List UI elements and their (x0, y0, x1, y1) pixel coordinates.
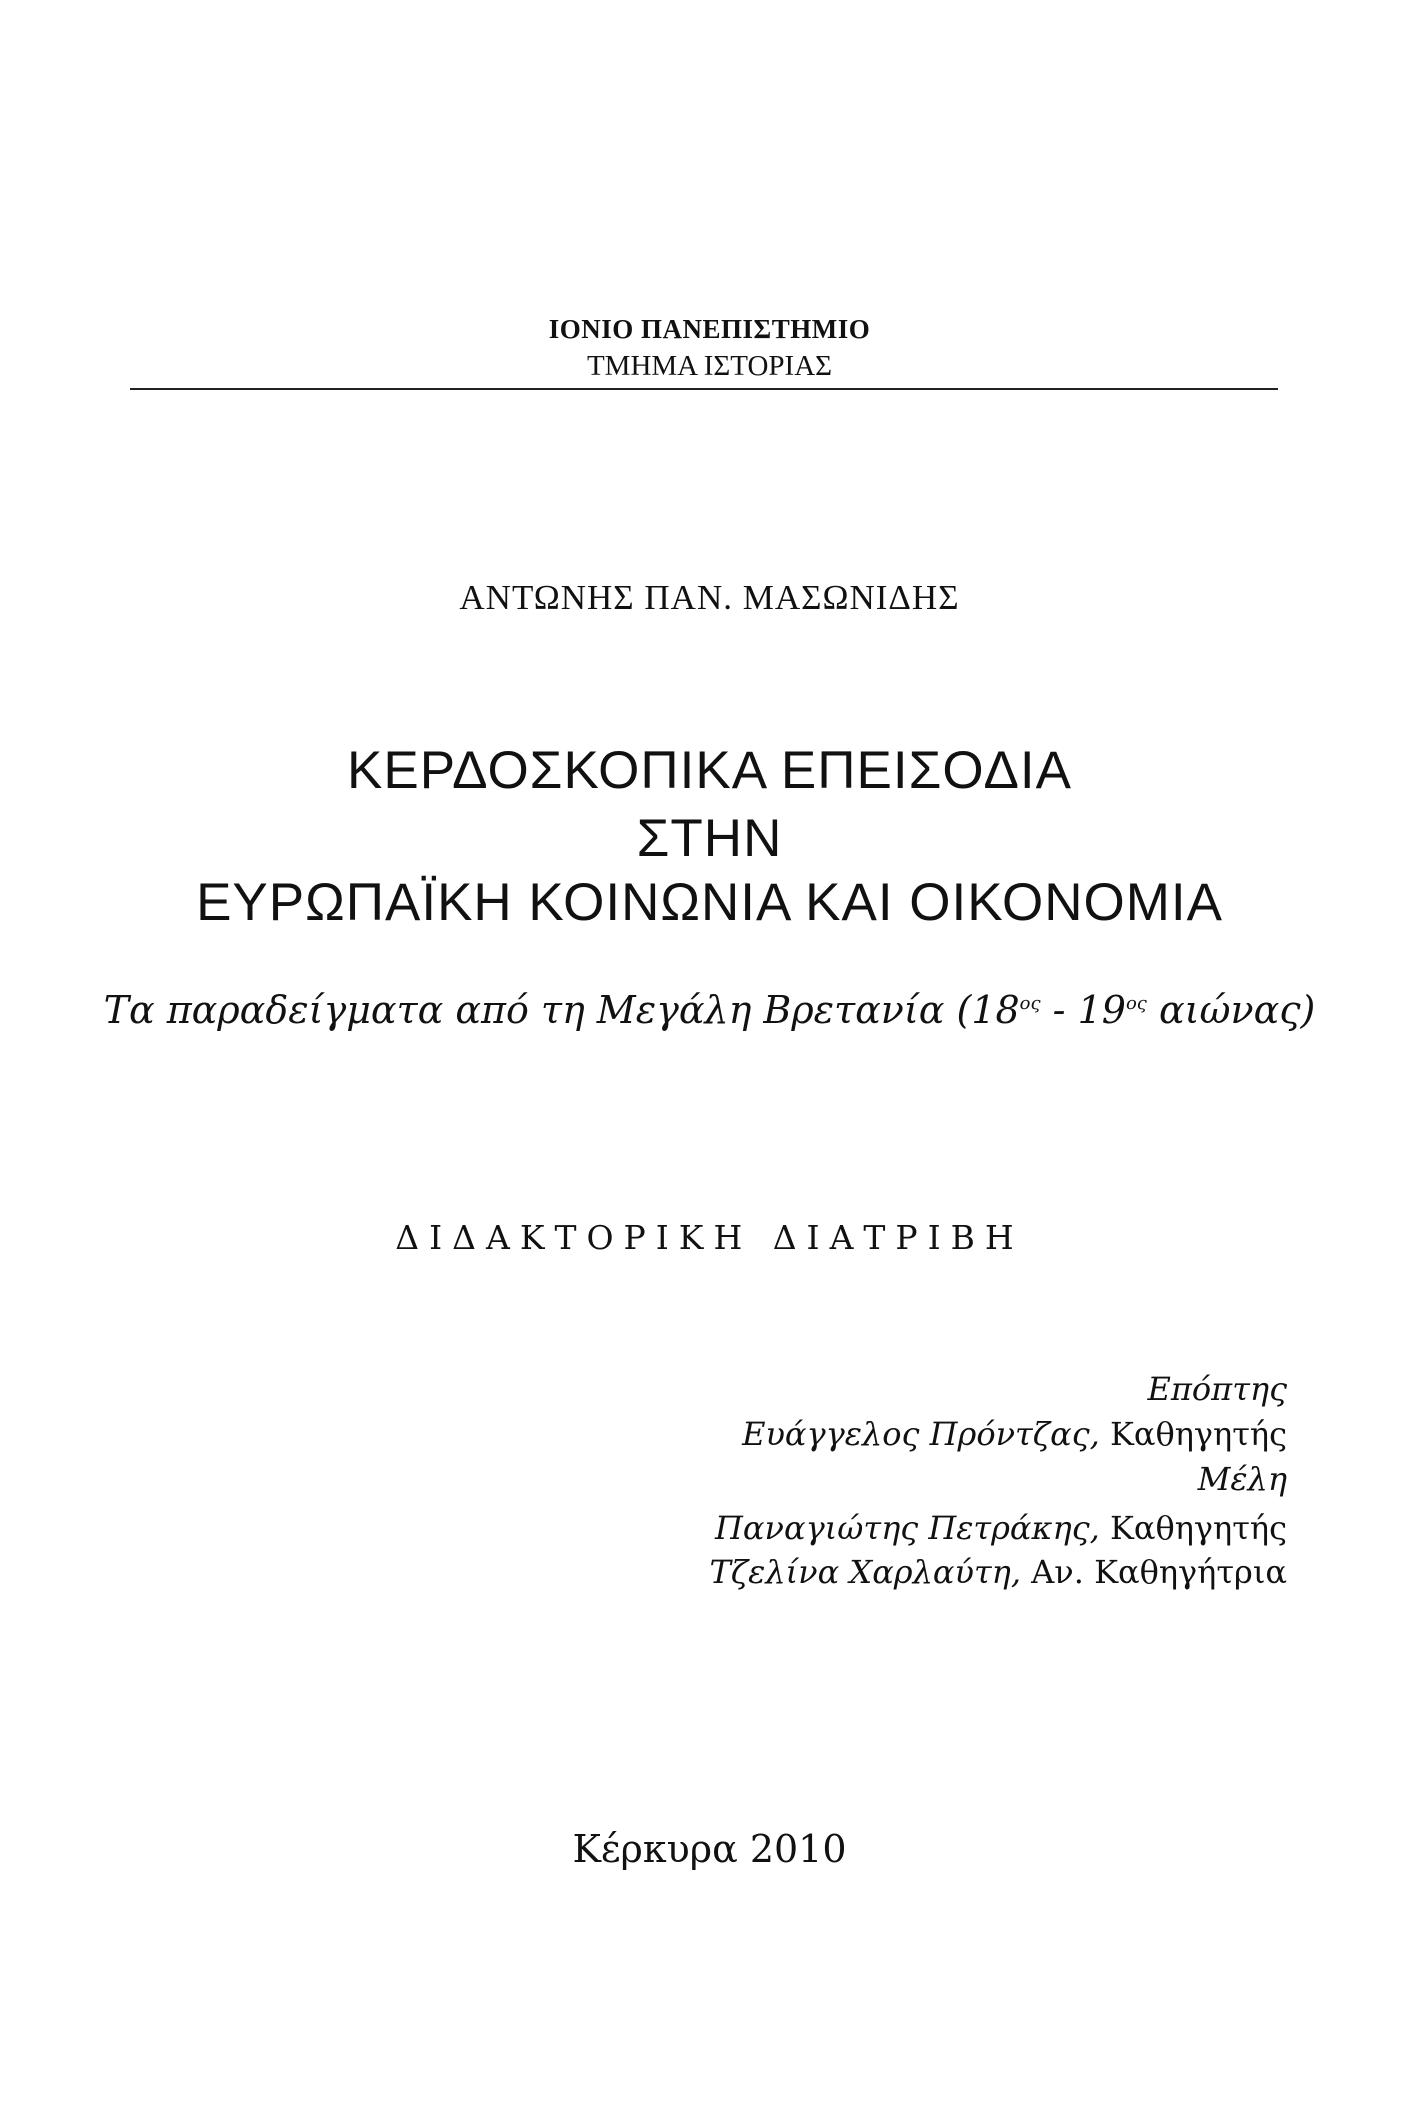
subtitle-prefix: Τα παραδείγματα από τη Μεγάλη Βρετανία (18 (103, 988, 1020, 1032)
thesis-title-line-2: ΣΤΗΝ (636, 809, 783, 868)
header-divider (130, 388, 1278, 390)
member-1-name: Παναγιώτης Πετράκης, (715, 1509, 1100, 1547)
supervisor-entry (742, 1415, 1287, 1453)
subtitle-middle: - 19 (1040, 988, 1126, 1032)
thesis-subtitle (0, 988, 1419, 1032)
subtitle-suffix: αιώνας) (1146, 988, 1316, 1032)
thesis-title-line-3: ΕΥΡΩΠΑΪΚΗ ΚΟΙΝΩΝΙΑ ΚΑΙ ΟΙΚΟΝΟΜΙΑ (196, 873, 1223, 932)
members-label (1197, 1460, 1287, 1498)
thesis-title-line-1: ΚΕΡΔΟΣΚΟΠΙΚΑ ΕΠΕΙΣΟΔΙΑ (347, 741, 1072, 800)
author-name: ΑΝΤΩΝΗΣ ΠΑΝ. ΜΑΣΩΝΙΔΗΣ (459, 578, 960, 617)
place-and-year: Κέρκυρα 2010 (572, 1827, 847, 1871)
supervisor-label (1147, 1370, 1287, 1408)
subtitle-ordinal-1: ος (1019, 993, 1041, 1014)
supervisor-name: Ευάγγελος Πρόντζας, (742, 1415, 1100, 1453)
document-type: ΔΙΔΑΚΤΟΡΙΚΗ ΔΙΑΤΡΙΒΗ (395, 1218, 1024, 1257)
subtitle-ordinal-2: ος (1125, 993, 1147, 1014)
member-2-title: Αν. Καθηγήτρια (1021, 1553, 1287, 1591)
member-entry-2 (709, 1553, 1287, 1591)
department-name: ΤΜΗΜΑ ΙΣΤΟΡΙΑΣ (586, 350, 833, 382)
university-name: ΙΟΝΙΟ ΠΑΝΕΠΙΣΤΗΜΙΟ (548, 314, 871, 344)
member-entry-1 (715, 1509, 1287, 1547)
supervisor-role: Επόπτης (1147, 1370, 1287, 1408)
members-role: Μέλη (1197, 1460, 1287, 1498)
member-2-name: Τζελίνα Χαρλαύτη, (709, 1553, 1021, 1591)
member-1-title: Καθηγητής (1099, 1509, 1287, 1547)
supervisor-title: Καθηγητής (1099, 1415, 1287, 1453)
